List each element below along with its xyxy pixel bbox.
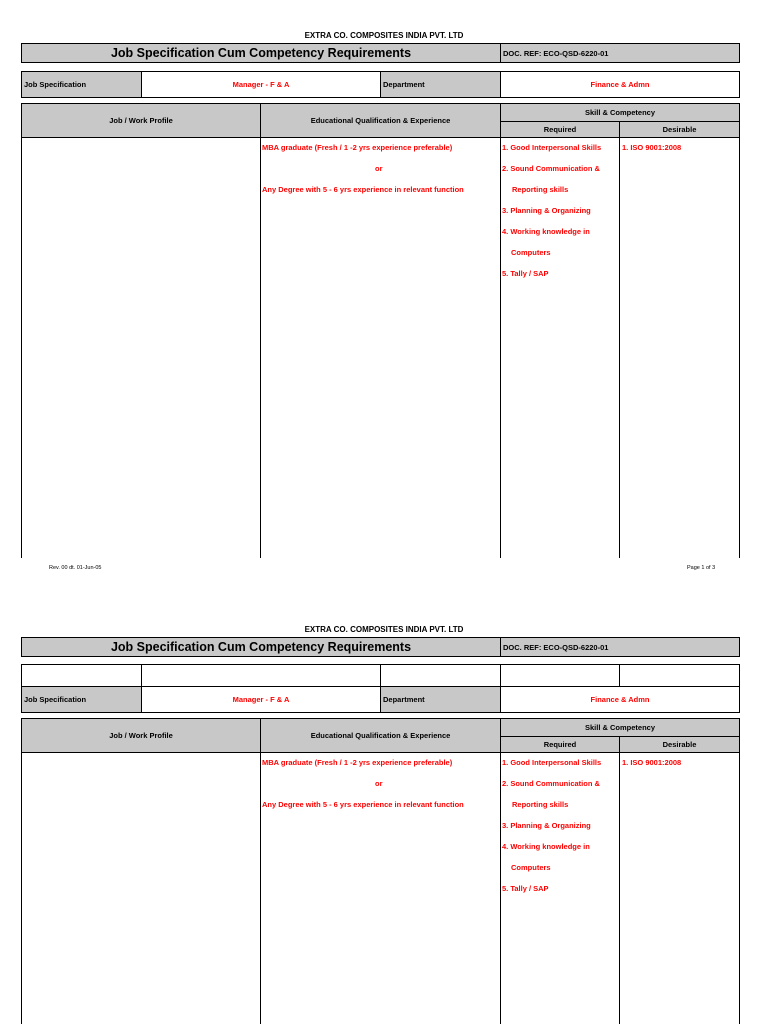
job-spec-label: Job Specification	[21, 686, 142, 713]
education-line: MBA graduate (Fresh / 1 -2 yrs experience preferable)	[262, 143, 453, 152]
col-skill-header: Skill & Competency	[500, 103, 740, 122]
footer-revision: Rev. 00 dt. 01-Jun-05	[49, 565, 102, 571]
desirable-skill: 1. ISO 9001:2008	[622, 143, 682, 152]
col-job-profile-header: Job / Work Profile	[21, 718, 261, 753]
blank-row-cell	[21, 664, 142, 687]
job-spec-value: Manager - F & A	[141, 686, 381, 713]
job-spec-value: Manager - F & A	[141, 71, 381, 98]
document-title: Job Specification Cum Competency Requirements	[21, 637, 501, 657]
education-line: or	[375, 164, 383, 173]
job-spec-label: Job Specification	[21, 71, 142, 98]
education-line: Any Degree with 5 - 6 yrs experience in relevant function	[262, 800, 464, 809]
education-line: MBA graduate (Fresh / 1 -2 yrs experience preferable)	[262, 758, 453, 767]
department-label: Department	[380, 71, 501, 98]
required-skill: 3. Planning & Organizing	[502, 206, 591, 215]
body-divider	[21, 753, 22, 1024]
col-desirable-header: Desirable	[619, 736, 740, 753]
body-divider	[619, 753, 620, 1024]
blank-row-cell	[500, 664, 620, 687]
required-skill: 4. Working knowledge in	[502, 842, 590, 851]
body-divider	[500, 138, 501, 558]
required-skill: 2. Sound Communication &	[502, 164, 600, 173]
blank-row-cell	[141, 664, 381, 687]
required-skill: 1. Good Interpersonal Skills	[502, 758, 602, 767]
department-value: Finance & Admn	[500, 71, 740, 98]
education-line: or	[375, 779, 383, 788]
col-required-header: Required	[500, 736, 620, 753]
blank-row-cell	[619, 664, 740, 687]
body-divider	[500, 753, 501, 1024]
department-label: Department	[380, 686, 501, 713]
col-education-header: Educational Qualification & Experience	[260, 103, 501, 138]
required-skill: 3. Planning & Organizing	[502, 821, 591, 830]
required-skill: 5. Tally / SAP	[502, 269, 549, 278]
required-skill: Reporting skills	[512, 800, 569, 809]
col-desirable-header: Desirable	[619, 121, 740, 138]
required-skill: 2. Sound Communication &	[502, 779, 600, 788]
company-name: EXTRA CO. COMPOSITES INDIA PVT. LTD	[304, 625, 464, 634]
body-divider	[260, 753, 261, 1024]
required-skill: 5. Tally / SAP	[502, 884, 549, 893]
required-skill: 4. Working knowledge in	[502, 227, 590, 236]
col-job-profile-header: Job / Work Profile	[21, 103, 261, 138]
education-line: Any Degree with 5 - 6 yrs experience in relevant function	[262, 185, 464, 194]
body-divider	[739, 753, 740, 1024]
doc-ref: DOC. REF: ECO-QSD-6220-01	[500, 43, 740, 63]
body-divider	[619, 138, 620, 558]
required-skill: Computers	[511, 863, 551, 872]
footer-page-number: Page 1 of 3	[687, 565, 716, 571]
body-divider	[739, 138, 740, 558]
col-skill-header: Skill & Competency	[500, 718, 740, 737]
desirable-skill: 1. ISO 9001:2008	[622, 758, 682, 767]
required-skill: Reporting skills	[512, 185, 569, 194]
blank-row-cell	[380, 664, 501, 687]
col-education-header: Educational Qualification & Experience	[260, 718, 501, 753]
required-skill: Computers	[511, 248, 551, 257]
company-name: EXTRA CO. COMPOSITES INDIA PVT. LTD	[304, 31, 464, 40]
required-skill: 1. Good Interpersonal Skills	[502, 143, 602, 152]
body-divider	[260, 138, 261, 558]
department-value: Finance & Admn	[500, 686, 740, 713]
col-required-header: Required	[500, 121, 620, 138]
body-divider	[21, 138, 22, 558]
doc-ref: DOC. REF: ECO-QSD-6220-01	[500, 637, 740, 657]
document-title: Job Specification Cum Competency Requirements	[21, 43, 501, 63]
